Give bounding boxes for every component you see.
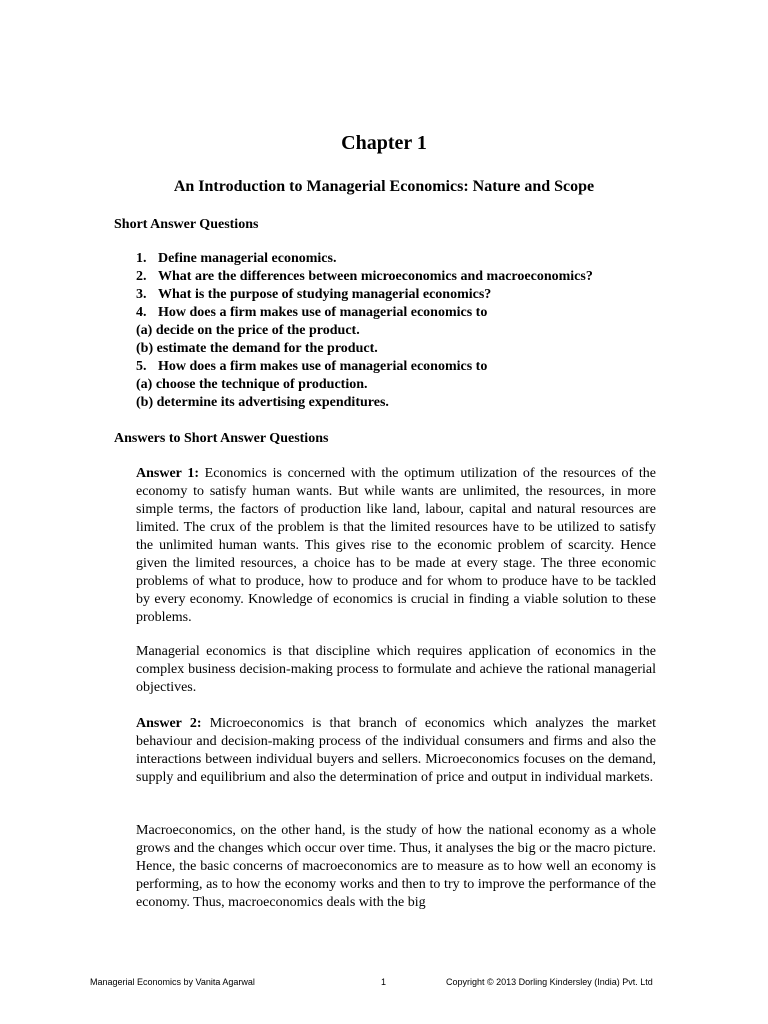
question-subitem: (a) choose the technique of production. xyxy=(136,377,368,392)
footer-page-number: 1 xyxy=(381,977,387,987)
answer-2-paragraph-2: Macroeconomics, on the other hand, is the study of how the national economy as a whole grows and the changes which occur over time. Thus, it analyses the big or the macro picture. Hence, the basic concerns of macroeconomics are to measure as to how well an economy is performing, as to how the economy works and then to try to improve the performance of the economy. Thus, macroeconomics deals with the big xyxy=(136,823,656,910)
question-list xyxy=(136,250,656,412)
question-text: How does a firm makes use of managerial economics to xyxy=(158,305,488,320)
question-item xyxy=(136,268,656,286)
question-number: 2. xyxy=(136,269,147,284)
question-subitem: (b) estimate the demand for the product. xyxy=(136,341,378,356)
answer-1-paragraph-2: Managerial economics is that discipline which requires application of economics in the complex business decision-making process to formulate and achieve the rational managerial objectives. xyxy=(136,644,656,695)
question-item xyxy=(136,304,656,322)
footer-book-title: Managerial Economics by Vanita Agarwal xyxy=(90,977,255,987)
question-item xyxy=(136,358,656,376)
question-number: 5. xyxy=(136,359,147,374)
question-text: Define managerial economics. xyxy=(158,251,337,266)
question-item xyxy=(136,250,656,268)
question-subitem: (a) decide on the price of the product. xyxy=(136,323,360,338)
question-number: 1. xyxy=(136,251,147,266)
answer-1-label: Answer 1: xyxy=(136,466,199,481)
question-number: 3. xyxy=(136,287,147,302)
question-subitem: (b) determine its advertising expenditures. xyxy=(136,395,389,410)
short-answer-heading: Short Answer Questions xyxy=(114,217,259,232)
question-item xyxy=(136,286,656,304)
question-text: What is the purpose of studying managerial economics? xyxy=(158,287,492,302)
answers-heading: Answers to Short Answer Questions xyxy=(114,431,329,446)
answer-1-paragraph xyxy=(136,465,656,627)
chapter-title: Chapter 1 xyxy=(341,132,427,154)
footer-copyright: Copyright © 2013 Dorling Kindersley (India) Pvt. Ltd xyxy=(446,977,653,987)
question-number: 4. xyxy=(136,305,147,320)
answer-2-paragraph xyxy=(136,715,656,787)
question-text: What are the differences between microeconomics and macroeconomics? xyxy=(158,269,593,284)
answer-2-label: Answer 2: xyxy=(136,716,202,731)
answer-1-text: Economics is concerned with the optimum utilization of the resources of the economy to satisfy human wants. But while wants are unlimited, the resources, in more simple terms, the factors of production like land, labour, capital and natural resources are limited. The crux of the problem is that the limited resources have to be utilized to satisfy the unlimited human wants. This gives rise to the economic problem of scarcity. Hence given the limited resources, a choice has to be made at every stage. The three economic problems of what to produce, how to produce and for whom to produce have to be tackled by every economy. Knowledge of economics is crucial in finding a viable solution to these problems. xyxy=(136,466,656,625)
chapter-subtitle: An Introduction to Managerial Economics: Nature and Scope xyxy=(173,178,595,195)
answer-2-text: Microeconomics is that branch of economics which analyzes the market behaviour and decision-making process of the individual consumers and firms and also the interactions between individual buyers and sellers. Microeconomics focuses on the demand, supply and equilibrium and also the determination of price and output in individual markets. xyxy=(136,716,656,785)
question-text: How does a firm makes use of managerial economics to xyxy=(158,359,488,374)
